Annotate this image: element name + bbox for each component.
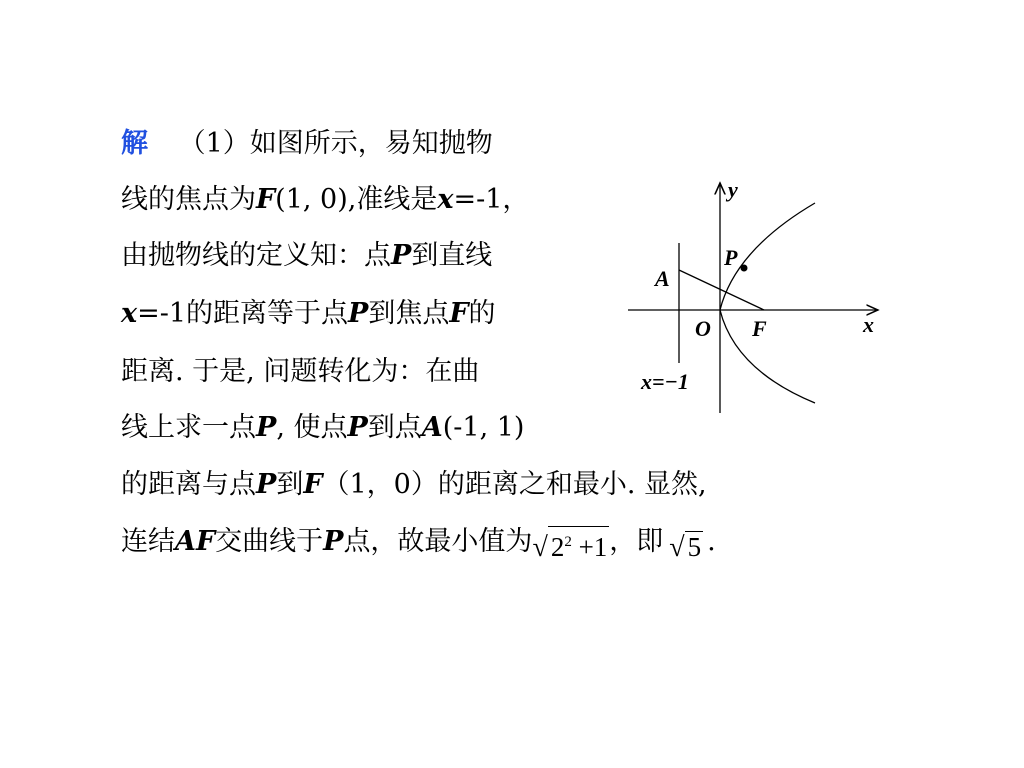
math-var: F bbox=[303, 469, 323, 500]
math-var: P bbox=[323, 526, 344, 557]
text: 线上求一点 bbox=[121, 412, 256, 443]
label-A: A bbox=[655, 266, 670, 291]
text: 连结 bbox=[121, 526, 175, 557]
text: 交曲线于 bbox=[215, 526, 324, 557]
solution-line-2 bbox=[121, 184, 529, 216]
text: （1）如图所示，易知抛物 bbox=[178, 128, 493, 159]
solution-line-5 bbox=[121, 356, 479, 388]
text: 点，故最小值为 bbox=[343, 526, 533, 557]
sqrt-expression bbox=[532, 526, 609, 564]
math-var: P bbox=[348, 298, 369, 329]
text: ，即 bbox=[609, 526, 664, 557]
radicand: 5 bbox=[685, 531, 704, 562]
text: , 使点 bbox=[276, 412, 348, 443]
label-y: y bbox=[728, 177, 738, 202]
math-var: P bbox=[256, 412, 277, 443]
text: 到点 bbox=[367, 412, 422, 443]
radicand bbox=[548, 526, 609, 562]
text: （1，0）的距离之和最小. 显然, bbox=[322, 469, 707, 500]
text: . bbox=[707, 526, 716, 557]
text: =-1， bbox=[453, 184, 530, 215]
math-var: P bbox=[256, 469, 277, 500]
solution-line-4 bbox=[121, 298, 496, 330]
radical-sign: √ bbox=[669, 532, 685, 563]
text: 由抛物线的定义知：点 bbox=[121, 240, 391, 271]
text: =-1的距离等于点 bbox=[137, 298, 349, 329]
parabola-curve bbox=[720, 203, 815, 403]
exponent: 2 bbox=[564, 534, 572, 550]
text: (-1, 1) bbox=[442, 412, 525, 443]
math-var: AF bbox=[175, 526, 216, 557]
solution-line-8 bbox=[121, 526, 716, 564]
text: (1, 0),准线是 bbox=[275, 184, 438, 215]
text: 的距离与点 bbox=[121, 469, 256, 500]
label-P: P bbox=[724, 245, 738, 270]
solution-line-1 bbox=[121, 128, 493, 160]
text: 距离. 于是, 问题转化为：在曲 bbox=[121, 356, 480, 387]
point-P bbox=[741, 265, 748, 272]
math-var: x bbox=[437, 184, 454, 215]
radical-sign: √ bbox=[532, 532, 548, 563]
base: 2 bbox=[550, 532, 565, 562]
label-F: F bbox=[752, 316, 767, 341]
math-var: F bbox=[256, 184, 276, 215]
parabola-figure bbox=[625, 175, 885, 415]
text: 的 bbox=[468, 298, 496, 329]
text: 到焦点 bbox=[368, 298, 450, 329]
math-var: x bbox=[121, 298, 138, 329]
text: 到 bbox=[276, 469, 304, 500]
sqrt-expression bbox=[669, 531, 703, 564]
text: 线的焦点为 bbox=[121, 184, 256, 215]
label-O: O bbox=[695, 316, 711, 341]
math-var: A bbox=[421, 412, 443, 443]
math-var: F bbox=[449, 298, 469, 329]
math-var: P bbox=[391, 240, 412, 271]
text: 到直线 bbox=[411, 240, 493, 271]
label-x: x bbox=[863, 312, 874, 337]
radicand-rest: +1 bbox=[571, 532, 608, 562]
label-directrix: x=−1 bbox=[641, 369, 689, 394]
solution-line-3 bbox=[121, 240, 492, 272]
solution-label: 解 bbox=[121, 128, 148, 159]
solution-line-7 bbox=[121, 469, 707, 501]
math-var: P bbox=[347, 412, 368, 443]
solution-line-6 bbox=[121, 412, 524, 444]
